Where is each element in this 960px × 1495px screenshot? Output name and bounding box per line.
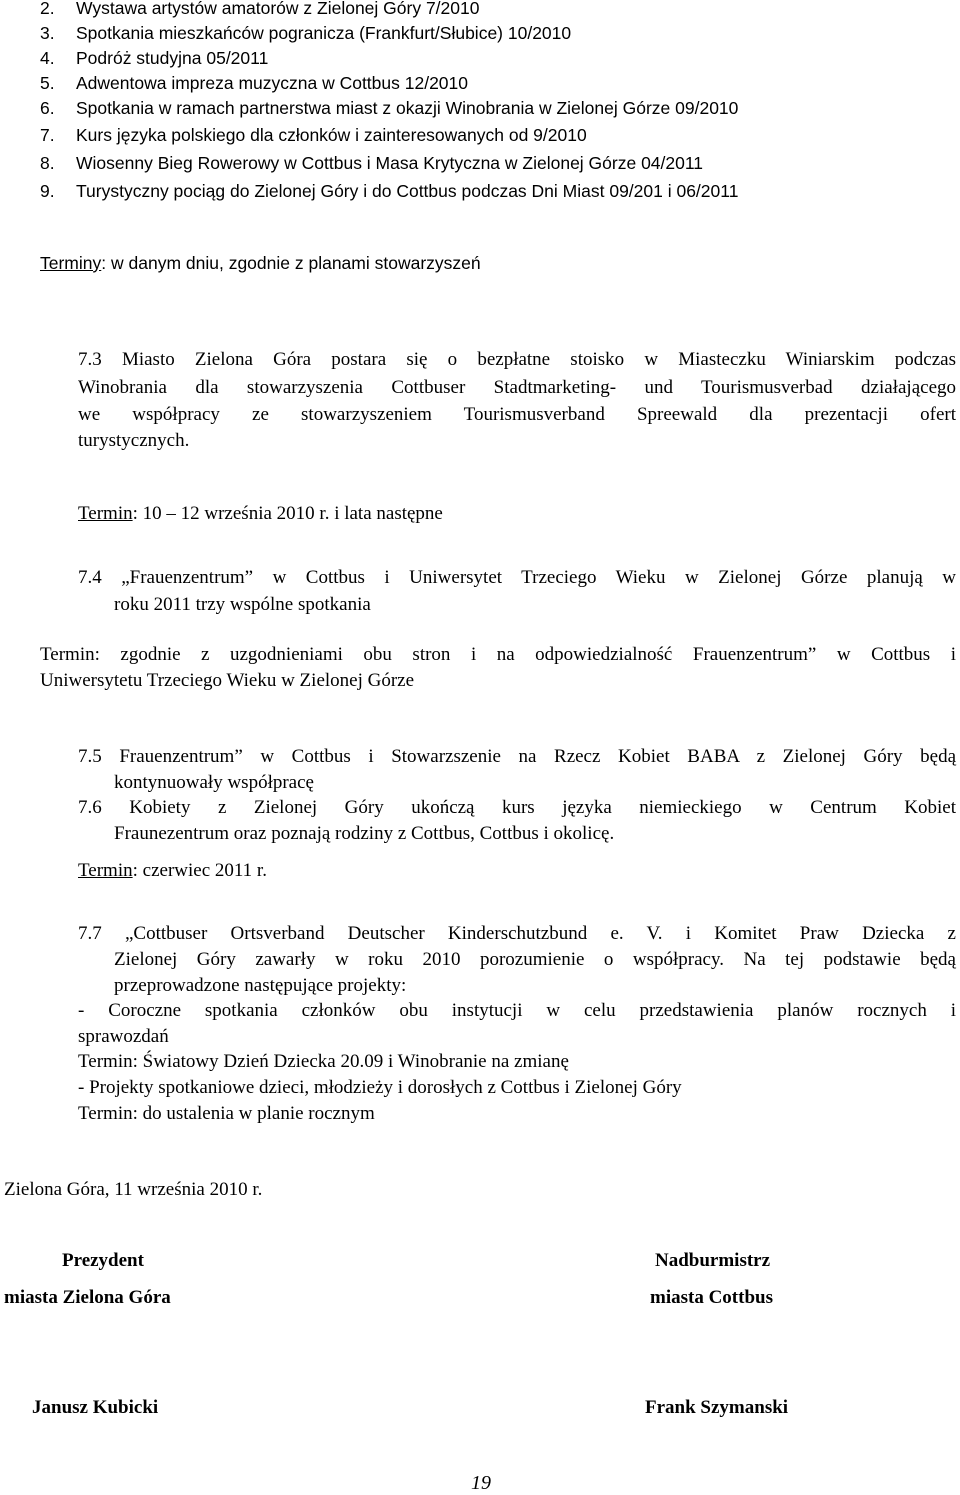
paragraph-line: Winobrania dla stowarzyszenia Cottbuser Stadtmarketing- und Tourismusverbad działającego — [78, 377, 956, 398]
paragraph-line: we współpracy ze stowarzyszeniem Tourismusverband Spreewald dla prezentacji ofert — [78, 404, 956, 425]
list-item: 2. Wystawa artystów amatorów z Zielonej Góry 7/2010 — [40, 0, 480, 18]
right-signatory-name: Frank Szymanski — [645, 1397, 789, 1418]
right-signatory-title: Nadburmistrz — [655, 1250, 771, 1271]
left-signatory-office: miasta Zielona Góra — [4, 1287, 171, 1308]
paragraph-line: - Coroczne spotkania członków obu instytucji w celu przedstawienia planów rocznych i — [78, 1000, 956, 1021]
paragraph-line: 7.7 „Cottbuser Ortsverband Deutscher Kinderschutzbund e. V. i Komitet Praw Dziecka z — [78, 923, 956, 944]
paragraph-line: Zielonej Góry zawarły w roku 2010 porozumienie o współpracy. Na tej podstawie będą — [114, 949, 956, 970]
paragraph-line: turystycznych. — [78, 430, 190, 451]
right-signatory-office: miasta Cottbus — [650, 1287, 773, 1308]
paragraph-line: 7.4 „Frauenzentrum” w Cottbus i Uniwersytet Trzeciego Wieku w Zielonej Górze planują w — [78, 567, 956, 588]
paragraph-line: 7.6 Kobiety z Zielonej Góry ukończą kurs języka niemieckiego w Centrum Kobiet — [78, 797, 956, 818]
termin-line: Uniwersytetu Trzeciego Wieku w Zielonej Górze — [40, 670, 415, 691]
paragraph-line: 7.3 Miasto Zielona Góra postara się o bezpłatne stoisko w Miasteczku Winiarskim podczas — [78, 349, 956, 370]
termin-line: Termin: zgodnie z uzgodnieniami obu stron i na odpowiedzialność Frauenzentrum” w Cottbus i — [40, 644, 956, 665]
list-item: 3. Spotkania mieszkańców pogranicza (Frankfurt/Słubice) 10/2010 — [40, 23, 572, 43]
page-number: 19 — [471, 1472, 491, 1494]
paragraph-line: 7.5 Frauenzentrum” w Cottbus i Stowarzszenie na Rzecz Kobiet BABA z Zielonej Góry będą — [78, 746, 956, 767]
terminy-line: Terminy: w danym dniu, zgodnie z planami stowarzyszeń — [40, 253, 481, 273]
paragraph-line: kontynuowały współpracę — [114, 772, 314, 793]
termin-line: Termin: 10 – 12 września 2010 r. i lata następne — [78, 503, 443, 524]
list-item: 6. Spotkania w ramach partnerstwa miast z okazji Winobrania w Zielonej Górze 09/2010 — [40, 98, 739, 118]
list-item: 9. Turystyczny pociąg do Zielonej Góry i do Cottbus podczas Dni Miast 09/201 i 06/2011 — [40, 181, 739, 201]
termin-line: Termin: czerwiec 2011 r. — [78, 860, 267, 881]
termin-line: Termin: Światowy Dzień Dziecka 20.09 i Winobranie na zmianę — [78, 1051, 569, 1072]
termin-line: Termin: do ustalenia w planie rocznym — [78, 1103, 375, 1124]
list-item: 8. Wiosenny Bieg Rowerowy w Cottbus i Masa Krytyczna w Zielonej Górze 04/2011 — [40, 153, 704, 173]
list-item: 4. Podróż studyjna 05/2011 — [40, 48, 269, 68]
paragraph-line: przeprowadzone następujące projekty: — [114, 975, 407, 996]
paragraph-line: Fraunezentrum oraz poznają rodziny z Cottbus, Cottbus i okolicę. — [114, 823, 615, 844]
left-signatory-title: Prezydent — [62, 1250, 144, 1271]
paragraph-line: - Projekty spotkaniowe dzieci, młodzieży i dorosłych z Cottbus i Zielonej Góry — [78, 1077, 682, 1098]
list-item: 5. Adwentowa impreza muzyczna w Cottbus 12/2010 — [40, 73, 469, 93]
left-signatory-name: Janusz Kubicki — [32, 1397, 159, 1418]
paragraph-line: sprawozdań — [78, 1026, 169, 1047]
paragraph-line: roku 2011 trzy wspólne spotkania — [114, 594, 371, 615]
list-item: 7. Kurs języka polskiego dla członków i zainteresowanych od 9/2010 — [40, 125, 587, 145]
place-date: Zielona Góra, 11 września 2010 r. — [4, 1179, 263, 1200]
